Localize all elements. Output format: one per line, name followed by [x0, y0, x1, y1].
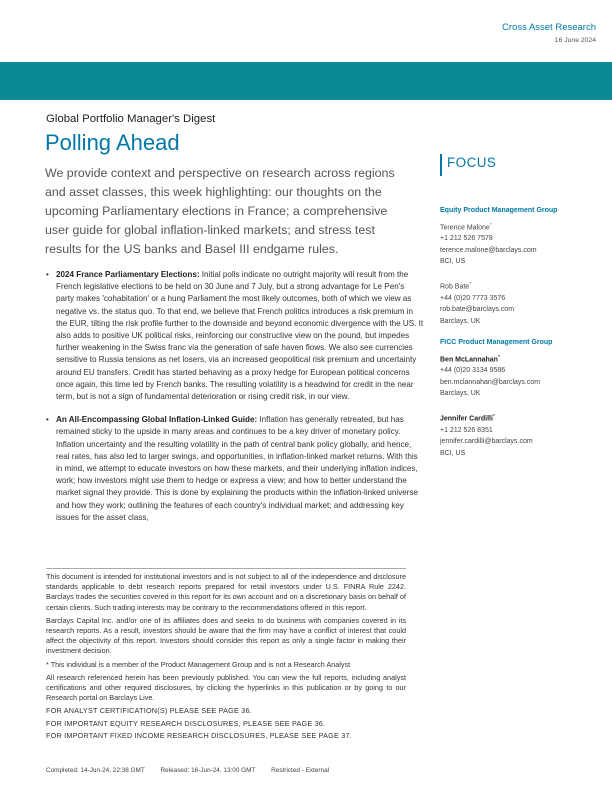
contact-name: Rob Bate* — [440, 280, 471, 291]
bullet-icon: • — [46, 415, 49, 425]
contact-name: Terence Malone* — [440, 221, 492, 231]
bullet-icon: • — [46, 270, 49, 279]
focus-divider — [440, 154, 442, 176]
disclosure-paragraph: All research referenced herein has been previously published. You can view the full reports, including analyst certifications and other required disclosures, by clicking the hyperlinks in this publication or by going to our Research portal on Barclays Live. — [46, 672, 406, 703]
contact-entity: Barclays, UK — [440, 317, 481, 325]
contact-name: Jennifer Cardilli* — [440, 412, 495, 423]
contact-card — [440, 410, 606, 459]
bullet-text: Inflation has generally retreated, but has remained sticky to the upside in many areas and continues to be a key driver of monetary policy. Inflation uncertainty and the resulting volatility in the path of central bank policy globally, and hence, real rates, has also led to larger swings, and opportunities, in inflation-linked market returns. With this in mind, we attempt to educate investors on how these markets, and their underlying inflation indices, work; how investors might use them to hedge or express a view; and how to better understand the market signal they provide. This is done by explaining the products within the inflation-linked universe and how they work; outlining the features of each country's individual market; and addressing key issues for the asset class, — [56, 415, 419, 522]
disclosure-paragraph: Barclays Capital Inc. and/or one of its affiliates does and seeks to do business with companies covered in its research reports. As a result, investors should be aware that the firm may have a conflict of interest that could affect the objectivity of this report. Investors should consider this report as only a single factor in making their investment decision. — [46, 615, 406, 656]
contact-phone: +1 212 526 7578 — [440, 235, 493, 243]
disclosure-notice: FOR IMPORTANT FIXED INCOME RESEARCH DISCLOSURES, PLEASE SEE PAGE 37. — [46, 730, 352, 740]
disclosure-paragraph: * This individual is a member of the Product Management Group and is not a Research Analyst — [46, 659, 351, 669]
contact-phone: +44 (0)20 3134 9586 — [440, 367, 506, 375]
classification-label: Restricted - External — [271, 767, 330, 774]
contact-phone: +44 (0)20 7773 3576 — [440, 294, 506, 302]
bullet-heading[interactable]: 2024 France Parliamentary Elections: — [56, 270, 200, 279]
released-timestamp: Released: 16-Jun-24, 13:00 GMT — [160, 767, 256, 774]
contact-email[interactable]: jennifer.cardilli@barclays.com — [440, 438, 533, 446]
contact-name: Ben McLannahan* — [440, 353, 500, 363]
contact-email[interactable]: rob.bate@barclays.com — [440, 306, 515, 314]
lede-paragraph: We provide context and perspective on research across regions and asset classes, this week highlighting: our thoughts on the upcoming Parliamentary elections in France; a comprehensive user guide for global inflation-linked markets; and stress test results for the US banks and Basel III endgame rules. — [45, 166, 395, 256]
contact-entity: BCI, US — [440, 449, 466, 457]
page-footer — [46, 767, 343, 774]
contact-email[interactable]: terence.malone@barclays.com — [440, 246, 537, 254]
contact-card — [440, 219, 606, 268]
contact-email[interactable]: ben.mclannahan@barclays.com — [440, 378, 541, 386]
contact-card — [440, 351, 606, 400]
contact-group — [440, 337, 606, 459]
summary-bullets — [46, 269, 424, 535]
group-heading: FICC Product Management Group — [440, 339, 553, 347]
disclosure-notice: FOR ANALYST CERTIFICATION(S) PLEASE SEE PAGE 36. — [46, 706, 252, 716]
focus-label: FOCUS — [447, 155, 497, 170]
bullet-item — [46, 269, 424, 403]
group-heading: Equity Product Management Group — [440, 207, 558, 214]
contact-group — [440, 205, 606, 327]
disclosure-notice: FOR IMPORTANT EQUITY RESEARCH DISCLOSURES, PLEASE SEE PAGE 36. — [46, 718, 326, 728]
header-band — [0, 62, 612, 100]
contact-card — [440, 278, 606, 327]
contact-entity: BCI, US — [440, 258, 466, 266]
disclosure-paragraph: This document is intended for institutional investors and is not subject to all of the independence and disclosure standards applicable to debt research reports prepared for retail investors under U.S. FINRA Rule 2242. Barclays trades the securities covered in this report for its own account and on a discretionary basis on behalf of certain clients. Such trading interests may be contrary to the recommendations offered in this report. — [46, 572, 406, 612]
bullet-text: Initial polls indicate no outright majority will result from the French legislative elections to be held on 30 June and 7 July, but a strong advantage for Le Pen's party makes 'cohabitation' or a hung Parliament the most likely outcomes, both of which we view as negative vs. the status quo. To that end, we believe that French politics introduces a risk premium in the EUR, tilting the risk profile further to the downside and beyond economic divergence with the US. It also adds to positive UK political risks, reinforcing our constructive view on the pound, but impedes further weakening in the Swiss franc via the generation of safe haven flows. We also see currencies sensitive to Russia tensions as net losers, via an increased geopolitical risk premium and uncertainty around EU transfers. Credit has started behaving as a proxy hedge for European political concerns once again, this time led by French banks. The resulting volatility is a headwind for credit in the near term, but is not a sign of fundamental deterioration or rising credit risk, in our view. — [56, 270, 424, 402]
bullet-item — [46, 414, 424, 524]
completed-timestamp: Completed: 14-Jun-24, 22:38 GMT — [46, 767, 145, 774]
disclosure-divider — [46, 568, 406, 569]
contact-phone: +1 212 526 8351 — [440, 426, 493, 434]
publication-date: 16 June 2024 — [554, 37, 596, 44]
page-title: Polling Ahead — [45, 130, 180, 155]
series-name: Global Portfolio Manager's Digest — [46, 113, 216, 125]
contact-entity: Barclays, UK — [440, 390, 481, 398]
bullet-heading[interactable]: An All-Encompassing Global Inflation-Linked Guide: — [56, 415, 258, 425]
disclosures — [46, 572, 406, 743]
contacts-sidebar — [440, 205, 606, 469]
publisher-label: Cross Asset Research — [502, 22, 596, 33]
